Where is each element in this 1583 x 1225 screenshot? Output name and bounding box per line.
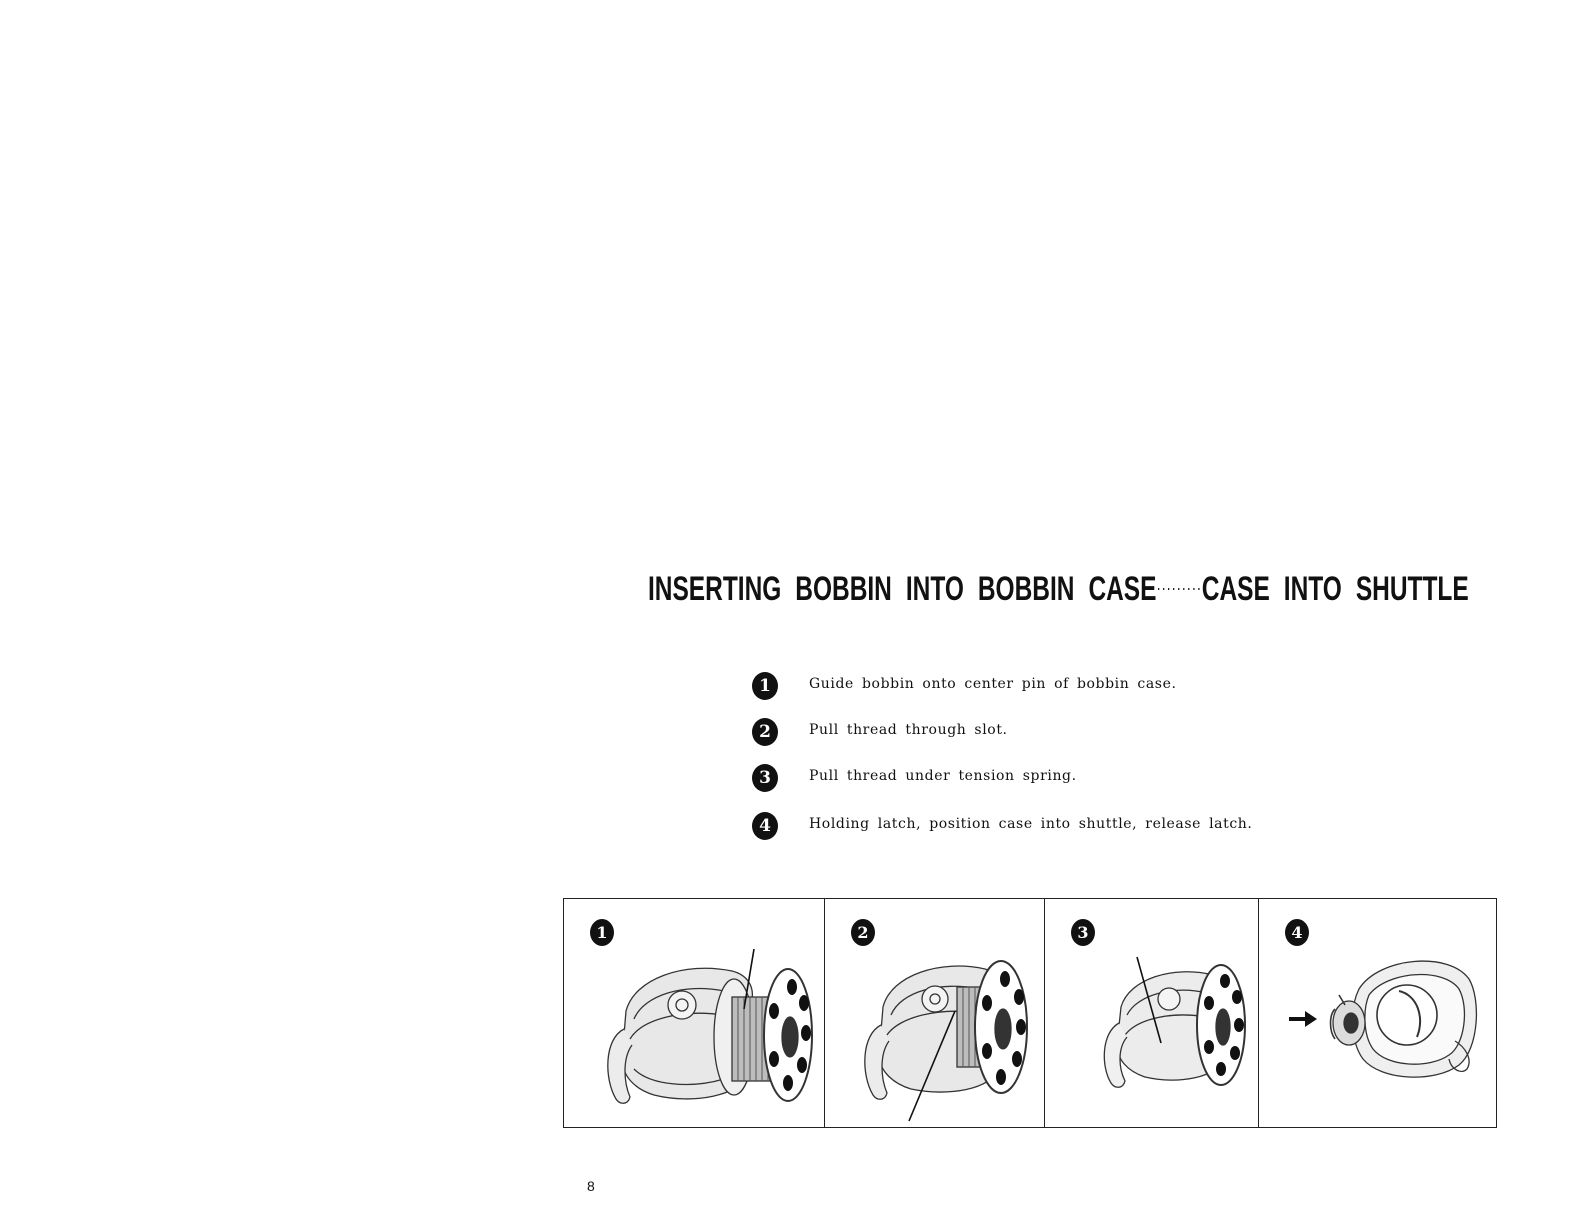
step-number-badge: 4 — [752, 812, 778, 840]
illustration-strip — [563, 898, 1497, 1128]
page-number: 8 — [587, 1178, 595, 1194]
step-text: Pull thread under tension spring. — [809, 768, 1077, 784]
step-item-4 — [752, 812, 1372, 844]
step-number-badge: 2 — [752, 718, 778, 746]
step-item-3 — [752, 764, 1372, 796]
thread-under-spring-illustration — [1045, 899, 1257, 1127]
case-into-shuttle-illustration — [1259, 899, 1495, 1127]
panel-number-badge: 4 — [1285, 919, 1309, 946]
title-separator: ········· — [1156, 578, 1202, 598]
page-title — [648, 566, 1469, 610]
illustration-panel-2 — [824, 899, 1044, 1127]
step-text: Holding latch, position case into shuttle, release latch. — [809, 816, 1253, 832]
arrow-right-icon — [1289, 1011, 1317, 1027]
step-number-badge: 1 — [752, 672, 778, 700]
illustration-panel-1 — [564, 899, 824, 1127]
illustration-panel-4 — [1258, 899, 1496, 1127]
panel-number-badge: 1 — [590, 919, 614, 946]
step-text: Guide bobbin onto center pin of bobbin case. — [809, 676, 1177, 692]
illustration-panel-3 — [1044, 899, 1258, 1127]
title-part-2: CASE INTO SHUTTLE — [1201, 570, 1469, 608]
step-text: Pull thread through slot. — [809, 722, 1008, 738]
title-part-1: INSERTING BOBBIN INTO BOBBIN CASE — [648, 570, 1157, 608]
panel-number-badge: 3 — [1071, 919, 1095, 946]
thread-through-slot-illustration — [825, 899, 1043, 1127]
panel-number-badge: 2 — [851, 919, 875, 946]
bobbin-onto-pin-illustration — [564, 899, 822, 1127]
step-item-1 — [752, 672, 1372, 704]
step-item-2 — [752, 718, 1372, 750]
step-number-badge: 3 — [752, 764, 778, 792]
